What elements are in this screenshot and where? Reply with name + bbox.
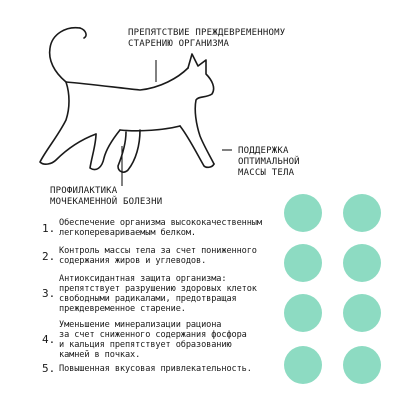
callout-urolith-line-2: МОЧЕКАМЕННОЙ БОЛЕЗНИ xyxy=(50,197,163,207)
decorative-dot xyxy=(343,346,381,384)
callout-weight-line-1: ПОДДЕРЖКА xyxy=(238,146,289,156)
callout-weight-line-2: ОПТИМАЛЬНОЙ xyxy=(238,157,300,167)
cat-tail-tip xyxy=(80,28,86,38)
cat-rear xyxy=(40,82,96,164)
cat-belly xyxy=(120,126,180,131)
decorative-dot xyxy=(343,294,381,332)
cat-head xyxy=(188,54,214,164)
decorative-dot xyxy=(343,194,381,232)
callout-weight-line-3: МАССЫ ТЕЛА xyxy=(238,168,295,178)
list-item-number: 2. xyxy=(42,250,56,263)
list-item-text: Контроль массы тела за счет пониженного содержания жиров и углеводов. xyxy=(59,246,257,266)
list-item-number: 3. xyxy=(42,287,56,300)
list-item-text: Обеспечение организма высококачественным легкоперевариваемым белком. xyxy=(59,218,262,238)
list-item-number: 5. xyxy=(42,362,56,375)
cat-front-leg xyxy=(180,126,214,167)
callout-urolith-line-1: ПРОФИЛАКТИКА xyxy=(50,186,118,196)
callout-aging xyxy=(128,28,285,50)
list-item-number: 1. xyxy=(42,222,56,235)
list-item-text: Повышенная вкусовая привлекательность. xyxy=(59,364,252,374)
callout-aging-line-1: ПРЕПЯТСТВИЕ ПРЕЖДЕВРЕМЕННОМУ xyxy=(128,28,286,38)
cat-tail xyxy=(50,28,80,82)
cat-inner-leg xyxy=(118,130,140,172)
callout-aging-line-2: СТАРЕНИЮ ОРГАНИЗМА xyxy=(128,39,230,49)
callout-urolith xyxy=(50,186,162,208)
cat-hind-leg xyxy=(90,130,120,170)
decorative-dot xyxy=(343,244,381,282)
list-item-text: Антиоксидантная защита организма: препятствует разрушению здоровых клеток свободными радикалами, предотвращая преждевременное старение. xyxy=(59,274,257,314)
list-item-number: 4. xyxy=(42,333,56,346)
cat-back xyxy=(66,68,188,90)
list-item-text: Уменьшение минерализации рациона за счет сниженного содержания фосфора и кальция препятствует образованию камней в почках. xyxy=(59,320,247,360)
callout-weight xyxy=(238,146,300,179)
